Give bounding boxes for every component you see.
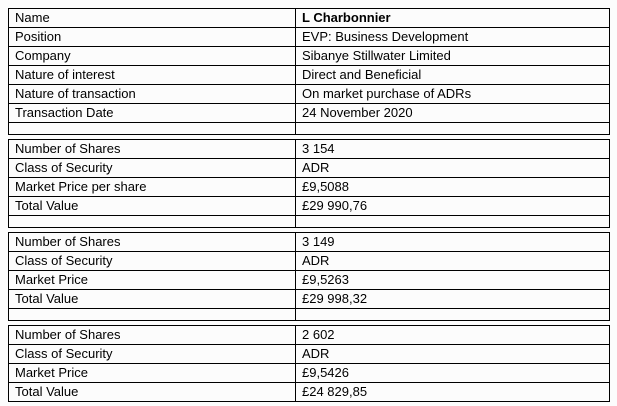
row-label: Total Value: [9, 197, 296, 216]
row-label: Position: [9, 28, 296, 47]
row-label: Nature of interest: [9, 66, 296, 85]
row-label: Name: [9, 9, 296, 28]
row-value: 3 149: [296, 233, 610, 252]
row-label: Number of Shares: [9, 233, 296, 252]
table-block-4: [8, 325, 610, 402]
row-label: Class of Security: [9, 159, 296, 178]
row-value: Sibanye Stillwater Limited: [296, 47, 610, 66]
row-label: Transaction Date: [9, 104, 296, 123]
row-value: L Charbonnier: [296, 9, 610, 28]
row-value: ADR: [296, 159, 610, 178]
row-value: £9,5426: [296, 364, 610, 383]
table-row: [9, 252, 610, 271]
table-row: [9, 104, 610, 123]
row-label: Total Value: [9, 383, 296, 402]
row-value: EVP: Business Development: [296, 28, 610, 47]
spacer-cell: [9, 309, 296, 321]
row-value: 3 154: [296, 140, 610, 159]
table-row: [9, 28, 610, 47]
spacer-row: [9, 216, 610, 228]
row-value: 2 602: [296, 326, 610, 345]
spacer-cell: [9, 123, 296, 135]
table-row: [9, 47, 610, 66]
table-row: [9, 364, 610, 383]
row-label: Number of Shares: [9, 140, 296, 159]
table-row: [9, 383, 610, 402]
spacer-cell: [296, 123, 610, 135]
spacer-cell: [9, 216, 296, 228]
table-row: [9, 159, 610, 178]
row-label: Market Price: [9, 271, 296, 290]
row-label: Nature of transaction: [9, 85, 296, 104]
row-value: On market purchase of ADRs: [296, 85, 610, 104]
row-value: £29 990,76: [296, 197, 610, 216]
row-label: Number of Shares: [9, 326, 296, 345]
table-row: [9, 140, 610, 159]
table-row: [9, 271, 610, 290]
table-row: [9, 326, 610, 345]
table-row: [9, 290, 610, 309]
row-value: £9,5088: [296, 178, 610, 197]
row-value: ADR: [296, 345, 610, 364]
table-row: [9, 85, 610, 104]
row-label: Market Price: [9, 364, 296, 383]
table-row: [9, 233, 610, 252]
table-row: [9, 9, 610, 28]
row-value: £9,5263: [296, 271, 610, 290]
table-row: [9, 178, 610, 197]
disclosure-document: [8, 8, 610, 406]
table-block-2: [8, 139, 610, 228]
row-label: Company: [9, 47, 296, 66]
row-value: Direct and Beneficial: [296, 66, 610, 85]
spacer-cell: [296, 309, 610, 321]
row-value: ADR: [296, 252, 610, 271]
row-label: Total Value: [9, 290, 296, 309]
spacer-row: [9, 309, 610, 321]
spacer-row: [9, 123, 610, 135]
row-value: 24 November 2020: [296, 104, 610, 123]
row-label: Class of Security: [9, 345, 296, 364]
table-block-1: [8, 8, 610, 135]
spacer-cell: [296, 216, 610, 228]
table-row: [9, 66, 610, 85]
row-label: Class of Security: [9, 252, 296, 271]
row-value: £29 998,32: [296, 290, 610, 309]
table-block-3: [8, 232, 610, 321]
row-label: Market Price per share: [9, 178, 296, 197]
table-row: [9, 197, 610, 216]
row-value: £24 829,85: [296, 383, 610, 402]
table-row: [9, 345, 610, 364]
